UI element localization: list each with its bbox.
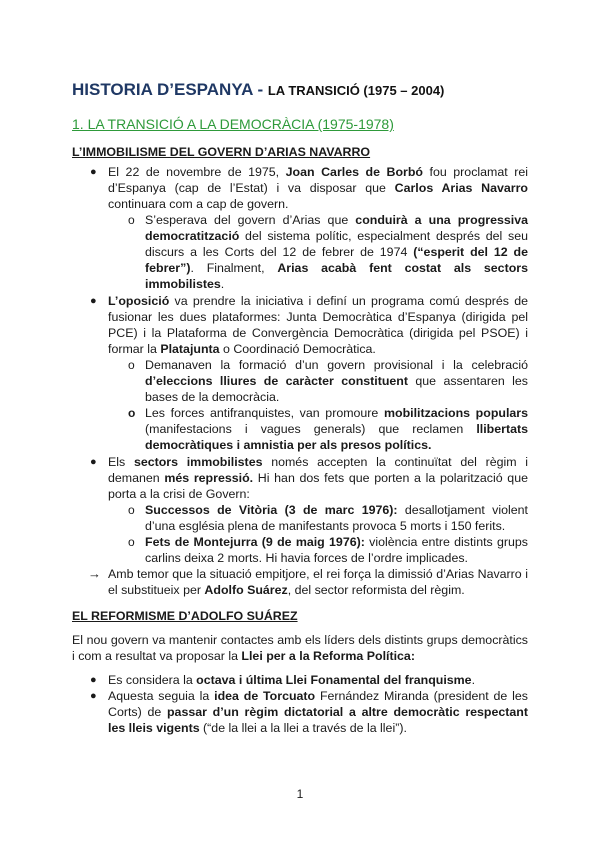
bullet-icon: ● — [90, 456, 97, 468]
bullet-icon: ● — [90, 166, 97, 178]
sub-bullet-icon: o — [128, 358, 135, 372]
bullet-icon: ● — [90, 690, 97, 702]
list-item: L’oposició va prendre la iniciativa i definí un programa comú després de fusionar les dues plataformes: Junta Democràtica d’Espanya (dirigida pel PCE) i la Plataforma de Convergència Democràtica (dirigida pel PSOE) i formar la Platajunta o Coordinació Democràtica. — [108, 294, 528, 356]
sub-bullet-icon: o — [128, 503, 135, 517]
section-heading: 1. LA TRANSICIÓ A LA DEMOCRÀCIA (1975-1978) — [72, 116, 394, 132]
bullet-icon: ● — [90, 674, 97, 686]
list-item: El 22 de novembre de 1975, Joan Carles de Borbó fou proclamat rei d’Espanya (cap de l’Estat) i va disposar que Carlos Arias Navarro continuara com a cap de govern. — [108, 165, 528, 211]
page-number: 1 — [296, 787, 304, 801]
list-item: Aquesta seguia la idea de Torcuato Fernández Miranda (president de les Corts) de passar d’un règim dictatorial a altre democràtic respectant les lleis vigents (“de la llei a la llei a través de la llei”). — [108, 689, 528, 735]
arrow-paragraph: Amb temor que la situació empitjore, el rei força la dimissió d’Arias Navarro i el substitueix per Adolfo Suárez, del sector reformista del règim. — [108, 567, 528, 597]
sub-list-item: S’esperava del govern d’Arias que conduirà a una progressiva democratització del sistema polític, especialment després del seu discurs a les Corts del 12 de febrer de 1974 (“esperit del 12 de febrer”). Finalment, Arias acabà fent costat als sectors immobilistes. — [145, 213, 528, 291]
sub-list-item: Les forces antifranquistes, van promoure mobilitzacions populars (manifestacions i vagues generals) que reclamen llibertats democràtiques i amnistia per als presos polítics. — [145, 406, 529, 452]
sub-bullet-icon: o — [128, 213, 135, 227]
document-title: HISTORIA D’ESPANYA - LA TRANSICIÓ (1975 – 2004) — [72, 80, 445, 99]
subsection-heading-suarez: EL REFORMISME D’ADOLFO SUÁREZ — [72, 609, 298, 623]
sub-list-item: Fets de Montejurra (9 de maig 1976): violència entre distints grups carlins deixa 2 morts. Hi havia forces de l’ordre implicades. — [145, 535, 528, 565]
paragraph: El nou govern va mantenir contactes amb els líders dels distints grups democràtics i com a resultat va proposar la Llei per a la Reforma Política: — [72, 633, 528, 663]
sub-bullet-icon: o — [128, 406, 136, 420]
sub-list-item: Successos de Vitòria (3 de marc 1976): desallotjament violent d’una església plena de manifestants provoca 5 morts i 150 ferits. — [145, 503, 528, 533]
list-item: Es considera la octava i última Llei Fonamental del franquisme. — [108, 673, 476, 687]
subsection-heading-arias: L’IMMOBILISME DEL GOVERN D’ARIAS NAVARRO — [72, 145, 371, 159]
sub-bullet-icon: o — [128, 535, 135, 549]
arrow-icon: → — [88, 566, 101, 581]
bullet-icon: ● — [90, 295, 97, 307]
list-item: Els sectors immobilistes només accepten la continuïtat del règim i demanen més repressió. Hi han dos fets que porten a la polarització que porta a la crisi de Govern: — [108, 455, 529, 501]
sub-list-item: Demanaven la formació d’un govern provisional i la celebració d’eleccions lliures de caràcter constituent que assentaren les bases de la democràcia. — [145, 358, 528, 404]
